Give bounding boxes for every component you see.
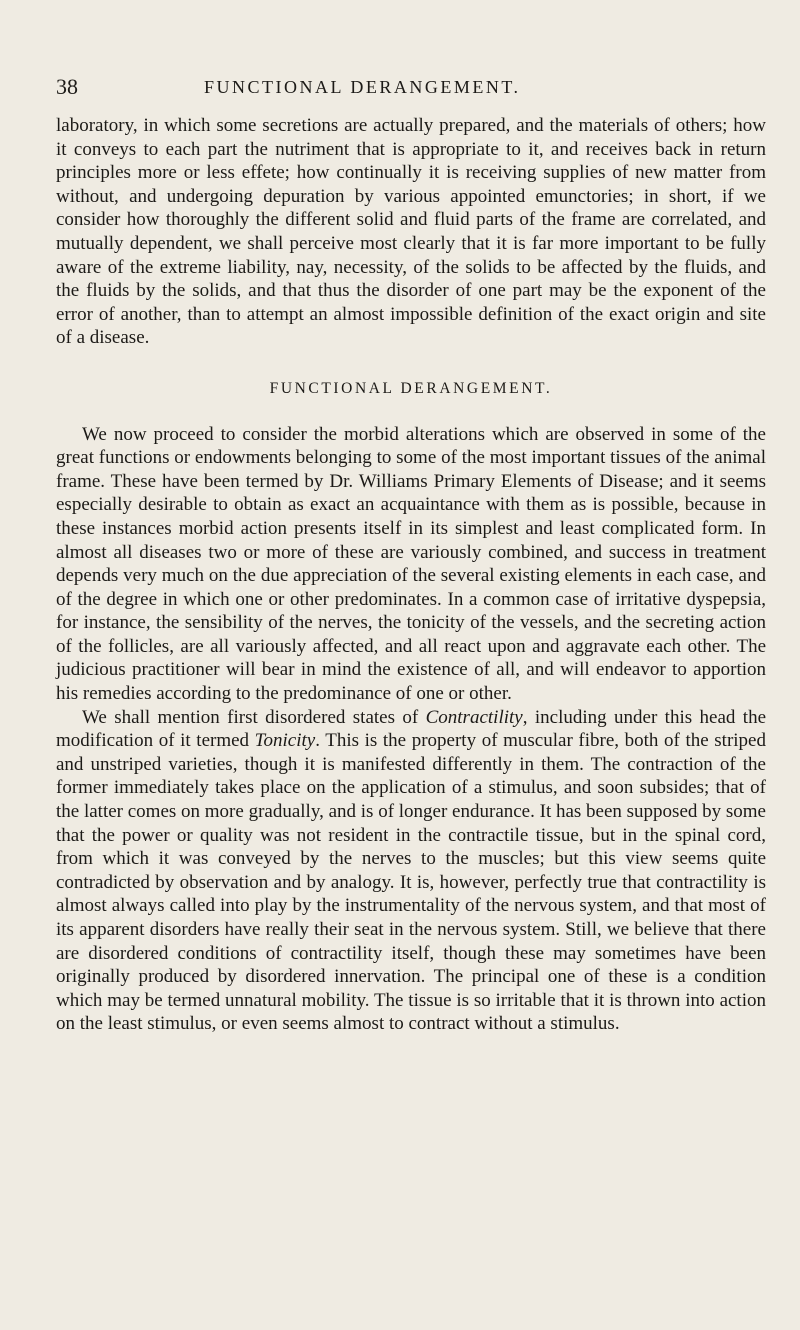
page-body bbox=[56, 114, 766, 1036]
italic-term-contractility: Contractility bbox=[425, 706, 523, 728]
paragraph-text: , including under this head the modification of it termed bbox=[56, 706, 767, 752]
page-number: 38 bbox=[56, 74, 78, 99]
paragraph-contractility bbox=[56, 706, 766, 1036]
paragraph-text: . This is the property of muscular fibre, both of the striped and unstriped varieties, though it is manifested differently in them. The contraction of the former immediately takes place on the application of a stimulus, and soon subsides; that of the latter comes on more gradually, and is of longer endurance. It has been supposed by some that the power or quality was not resident in the contractile tissue, but in the spinal cord, from which it was conveyed by the nerves to the muscles; but this view seems quite contradicted by observation and by analogy. It is, however, perfectly true that contractility is almost always called into play by the instrumentality of the nervous system, and that most of its apparent disorders have really their seat in the nervous system. Still, we believe that there are disordered conditions of contractility itself, though these may sometimes have been originally produced by disordered innervation. The principal one of these is a condition which may be termed unnatural mobility. The tissue is so irritable that it is thrown into action on the least stimulus, or even seems almost to contract without a stimulus. bbox=[56, 730, 766, 1035]
paragraph-primary-elements: We now proceed to consider the morbid alterations which are observed in some of the great functions or endowments belonging to some of the most important tissues of the animal frame. These have been termed by Dr. Williams Primary Elements of Disease; and it seems especially desirable to obtain as exact an acquaintance with them as is possible, because in these instances morbid action presents itself in its simplest and least complicated form. In almost all diseases two or more of these are variously combined, and success in treatment depends very much on the due appreciation of the several existing elements in each case, and of the degree in which one or other predominates. In a common case of irritative dyspepsia, for instance, the sensibility of the nerves, the tonicity of the vessels, and the secreting action of the follicles, are all variously affected, and all react upon and aggravate each other. The judicious practitioner will bear in mind the existence of all, and will endeavor to apportion his remedies according to the predominance of one or other. bbox=[56, 423, 766, 705]
book-page bbox=[56, 74, 766, 1036]
italic-term-tonicity: Tonicity bbox=[254, 730, 316, 752]
running-title: FUNCTIONAL DERANGEMENT. bbox=[204, 77, 521, 97]
continuation-paragraph: laboratory, in which some secretions are actually prepared, and the materials of others; how it conveys to each part the nutriment that is appropriate to it, and receives back in return principles more or less effete; how continually it is receiving supplies of new matter from without, and undergoing depuration by various appointed emunctories; in short, if we consider how thoroughly the different solid and fluid parts of the frame are correlated, and mutually dependent, we shall perceive most clearly that it is far more important to be fully aware of the extreme liability, nay, necessity, of the solids to be affected by the fluids, and the fluids by the solids, and that thus the disorder of one part may be the exponent of the error of another, than to attempt an almost impossible definition of the exact origin and site of a disease. bbox=[56, 115, 766, 349]
section-heading: FUNCTIONAL DERANGEMENT. bbox=[269, 379, 553, 397]
paragraph-text: We shall mention first disordered states of bbox=[82, 706, 426, 728]
running-header bbox=[56, 74, 766, 108]
